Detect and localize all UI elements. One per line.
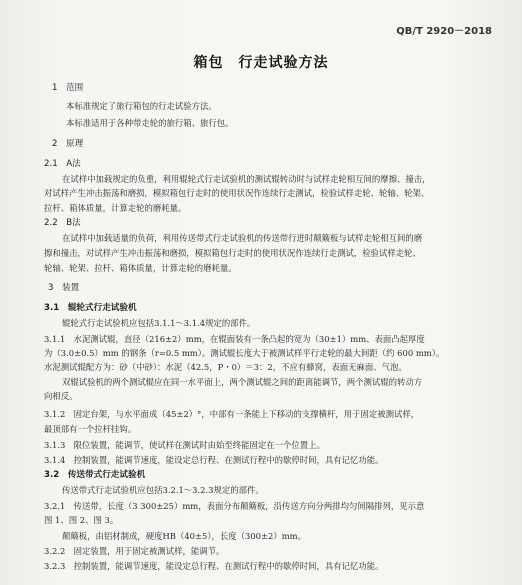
- paragraph-line: 擦和撞击，对试样产生冲击振荡和磨损，模拟箱包行走时的使用状况作连续行走测试，检验试样走轮、: [44, 248, 421, 258]
- paragraph-line: 最顶部有一个拉杆挂钩。: [44, 424, 137, 434]
- paragraph-line: 水泥测试辊配方为：砂（中砂）：水泥（42.5，P・0）＝3：2，不应有蜂窝，表面无麻面、气泡。: [44, 362, 407, 372]
- paragraph-line: 3.2.3 控制装置，能调节速度，能设定总行程、在测试行程中的歇停时间，具有记忆功能。: [44, 561, 384, 571]
- section-heading-apparatus: 3 装置: [48, 283, 80, 293]
- paragraph-line: 图 1、图 2、图 3。: [44, 515, 119, 525]
- paragraph-line: 为（3.0±0.5）mm 的钢条（r=0.5 mm）。测试辊长度大于被测试样平行走轮的最大间距（约 600 mm）。: [44, 348, 445, 358]
- paragraph-line: 3.1.1 水泥测试辊，直径（216±2）mm，在辊面装有一条凸起的宽为（30±1）mm、表面凸起厚度: [44, 334, 425, 344]
- paragraph-line: 辊轮式行走试验机应包括3.1.1～3.1.4规定的部件。: [62, 318, 256, 328]
- paragraph-line: 双辊试验机的两个测试辊应在同一水平面上，两个测试辊之间的距离能调节，两个测试辊的转动方: [62, 377, 423, 387]
- paragraph-line: 向相反。: [44, 391, 78, 401]
- paragraph-line: 在试样中加载规定的负重，利用辊轮式行走试验机的测试辊转动时与试样走轮相互间的摩擦、撞击，: [62, 174, 431, 184]
- section-heading-scope: 1 范围: [52, 83, 84, 93]
- subsection-heading-belt-tester: 3.2 传送带式行走试验机: [44, 470, 146, 480]
- subsection-heading-method-b: 2.2 B法: [44, 218, 81, 228]
- paragraph-line: 传送带式行走试验机应包括3.2.1～3.2.3规定的部件。: [62, 485, 264, 495]
- paragraph-line: 本标准适用于各种带走轮的旅行箱、旅行包。: [66, 118, 234, 128]
- paragraph-line: 在试样中加载适量的负荷，利用传送带式行走试验机的传送带行进时颠簸板与试样走轮相互间的磨: [62, 233, 423, 243]
- paragraph-line: 3.1.4 控制装置，能调节速度，能设定总行程、在测试行程中的歇停时间，具有记忆功能。: [44, 455, 384, 465]
- paragraph-line: 3.2.2 固定装置，用于固定被测试样，能调节。: [44, 546, 225, 556]
- paragraph-line: 拉杆、箱体质量，计算走轮的磨耗量。: [44, 203, 187, 213]
- paragraph-line: 颠簸板，由铝材制成，硬度HB（40±5），长度（300±2）mm。: [62, 531, 306, 541]
- paragraph-line: 3.1.3 限位装置，能调节，使试样在测试时由始至终能固定在一个位置上。: [44, 440, 325, 450]
- section-heading-principle: 2 原理: [52, 139, 84, 149]
- subsection-heading-roller-tester: 3.1 辊轮式行走试验机: [44, 303, 137, 313]
- paragraph-line: 对试样产生冲击振荡和磨损，模拟箱包行走时的使用状况作连续行走测试，检验试样走轮、轮轴、轮架、: [44, 188, 430, 198]
- page-title: 箱包 行走试验方法: [193, 55, 329, 71]
- paragraph-line: 轮轴、轮架、拉杆、箱体质量，计算走轮的磨耗量。: [44, 263, 237, 273]
- paragraph-line: 3.1.2 固定台架，与水平面成（45±2）°，中部有一条能上下移动的支撑横杆，用于固定被测试样，: [44, 409, 420, 419]
- paragraph-line: 3.2.1 传送带，长度（3 300±25）mm，表面分布颠簸板，沿传送方向分两排均匀间隔排列，见示意: [44, 501, 425, 511]
- subsection-heading-method-a: 2.1 A法: [44, 159, 81, 169]
- standard-code: QB/T 2920－2018: [396, 26, 492, 37]
- paragraph-line: 本标准规定了旅行箱包的行走试验方法。: [66, 101, 217, 111]
